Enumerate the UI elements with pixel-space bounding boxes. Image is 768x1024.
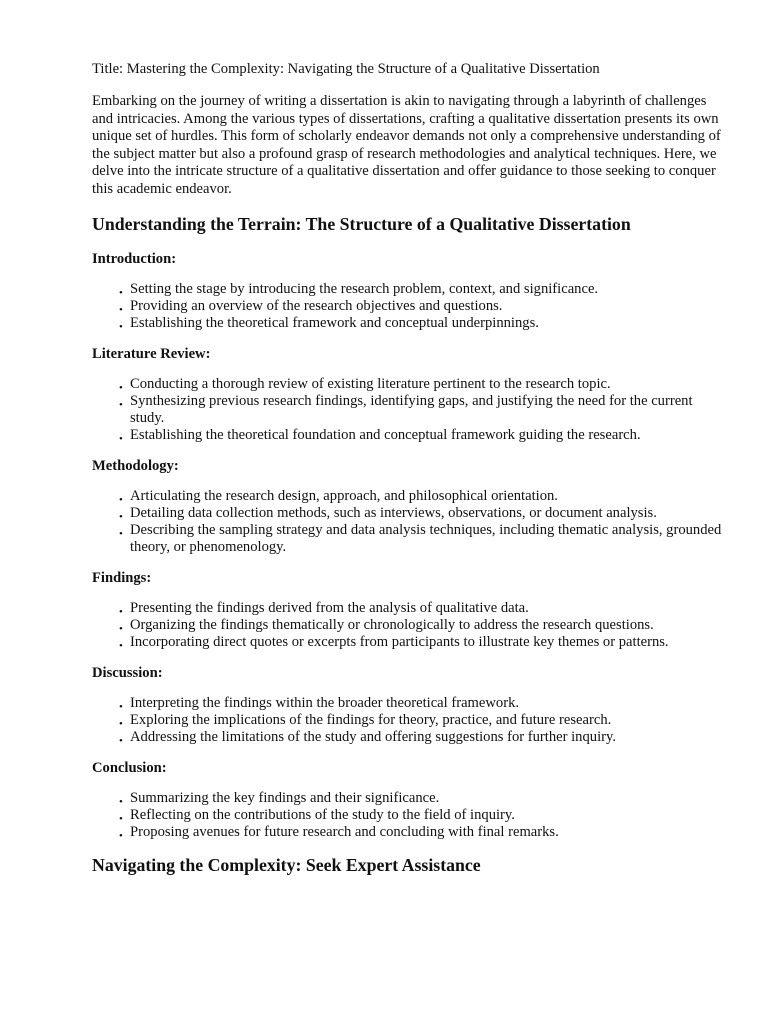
bullet-icon: • [119,829,123,842]
list-item-text: Synthesizing previous research findings, identifying gaps, and justifying the need for the current study. [130,392,693,426]
expert-assistance-heading: Navigating the Complexity: Seek Expert Assistance [92,854,481,875]
list-item-text: Providing an overview of the research objectives and questions. [130,297,503,314]
list-item-text: Conducting a thorough review of existing literature pertinent to the research topic. [130,375,611,392]
section-heading-introduction: Introduction: [92,250,177,267]
list-item [92,790,722,807]
list-item [92,807,722,824]
list-item [92,617,722,634]
intro-paragraph: Embarking on the journey of writing a dissertation is akin to navigating through a labyrinth of challenges and intricacies. Among the various types of dissertations, crafting a qualitative dissertation presents its own unique set of hurdles. This form of scholarly endeavor demands not only a comprehensive understanding of the subject matter but also a profound grasp of research methodologies and analytical techniques. Here, we delve into the intricate structure of a qualitative dissertation and offer guidance to those seeking to conquer this academic endeavor. [92,93,721,197]
bullet-icon: • [119,493,123,506]
list-item-text: Incorporating direct quotes or excerpts from participants to illustrate key themes or patterns. [130,633,669,650]
list-item [92,298,722,315]
bullet-icon: • [119,303,123,316]
list-item [92,712,722,729]
list-item [92,393,722,427]
list-item-text: Reflecting on the contributions of the study to the field of inquiry. [130,806,515,823]
section-heading-discussion: Discussion: [92,664,163,681]
list-item-text: Establishing the theoretical foundation and conceptual framework guiding the research. [130,426,641,443]
section-heading-conclusion: Conclusion: [92,759,167,776]
bullet-list-findings [92,600,722,651]
list-item [92,427,722,444]
list-item [92,315,722,332]
sections-container [92,250,722,841]
section-heading-methodology: Methodology: [92,457,179,474]
list-item [92,695,722,712]
bullet-icon: • [119,527,123,540]
list-item-text: Presenting the findings derived from the analysis of qualitative data. [130,599,529,616]
bullet-icon: • [119,812,123,825]
bullet-list-introduction [92,281,722,332]
list-item-text: Articulating the research design, approach, and philosophical orientation. [130,487,558,504]
bullet-icon: • [119,795,123,808]
bullet-list-methodology [92,488,722,556]
document-title: Title: Mastering the Complexity: Navigating the Structure of a Qualitative Dissertation [92,61,600,77]
list-item-text: Exploring the implications of the findings for theory, practice, and future research. [130,711,612,728]
section-heading-findings: Findings: [92,569,152,586]
bullet-icon: • [119,381,123,394]
list-item-text: Establishing the theoretical framework and conceptual underpinnings. [130,314,539,331]
list-item-text: Detailing data collection methods, such as interviews, observations, or document analysis. [130,504,657,521]
list-item [92,600,722,617]
bullet-list-discussion [92,695,722,746]
list-item [92,488,722,505]
list-item-text: Addressing the limitations of the study and offering suggestions for further inquiry. [130,728,616,745]
document-page [92,60,722,891]
list-item [92,281,722,298]
bullet-icon: • [119,510,123,523]
list-item [92,376,722,393]
bullet-icon: • [119,432,123,445]
structure-heading: Understanding the Terrain: The Structure of a Qualitative Dissertation [92,213,631,234]
list-item-text: Interpreting the findings within the broader theoretical framework. [130,694,520,711]
list-item [92,505,722,522]
list-item-text: Proposing avenues for future research and concluding with final remarks. [130,823,559,840]
bullet-icon: • [119,639,123,652]
list-item [92,634,722,651]
bullet-list-conclusion [92,790,722,841]
list-item [92,824,722,841]
bullet-icon: • [119,286,123,299]
bullet-icon: • [119,398,123,411]
bullet-icon: • [119,700,123,713]
list-item [92,522,722,556]
list-item-text: Setting the stage by introducing the research problem, context, and significance. [130,280,599,297]
list-item [92,729,722,746]
bullet-list-literature-review [92,376,722,444]
bullet-icon: • [119,320,123,333]
bullet-icon: • [119,622,123,635]
section-heading-literature-review: Literature Review: [92,345,211,362]
list-item-text: Describing the sampling strategy and data analysis techniques, including thematic analysis, grounded theory, or phenomenology. [130,521,722,555]
list-item-text: Summarizing the key findings and their significance. [130,789,440,806]
bullet-icon: • [119,717,123,730]
list-item-text: Organizing the findings thematically or chronologically to address the research questions. [130,616,654,633]
bullet-icon: • [119,734,123,747]
bullet-icon: • [119,605,123,618]
